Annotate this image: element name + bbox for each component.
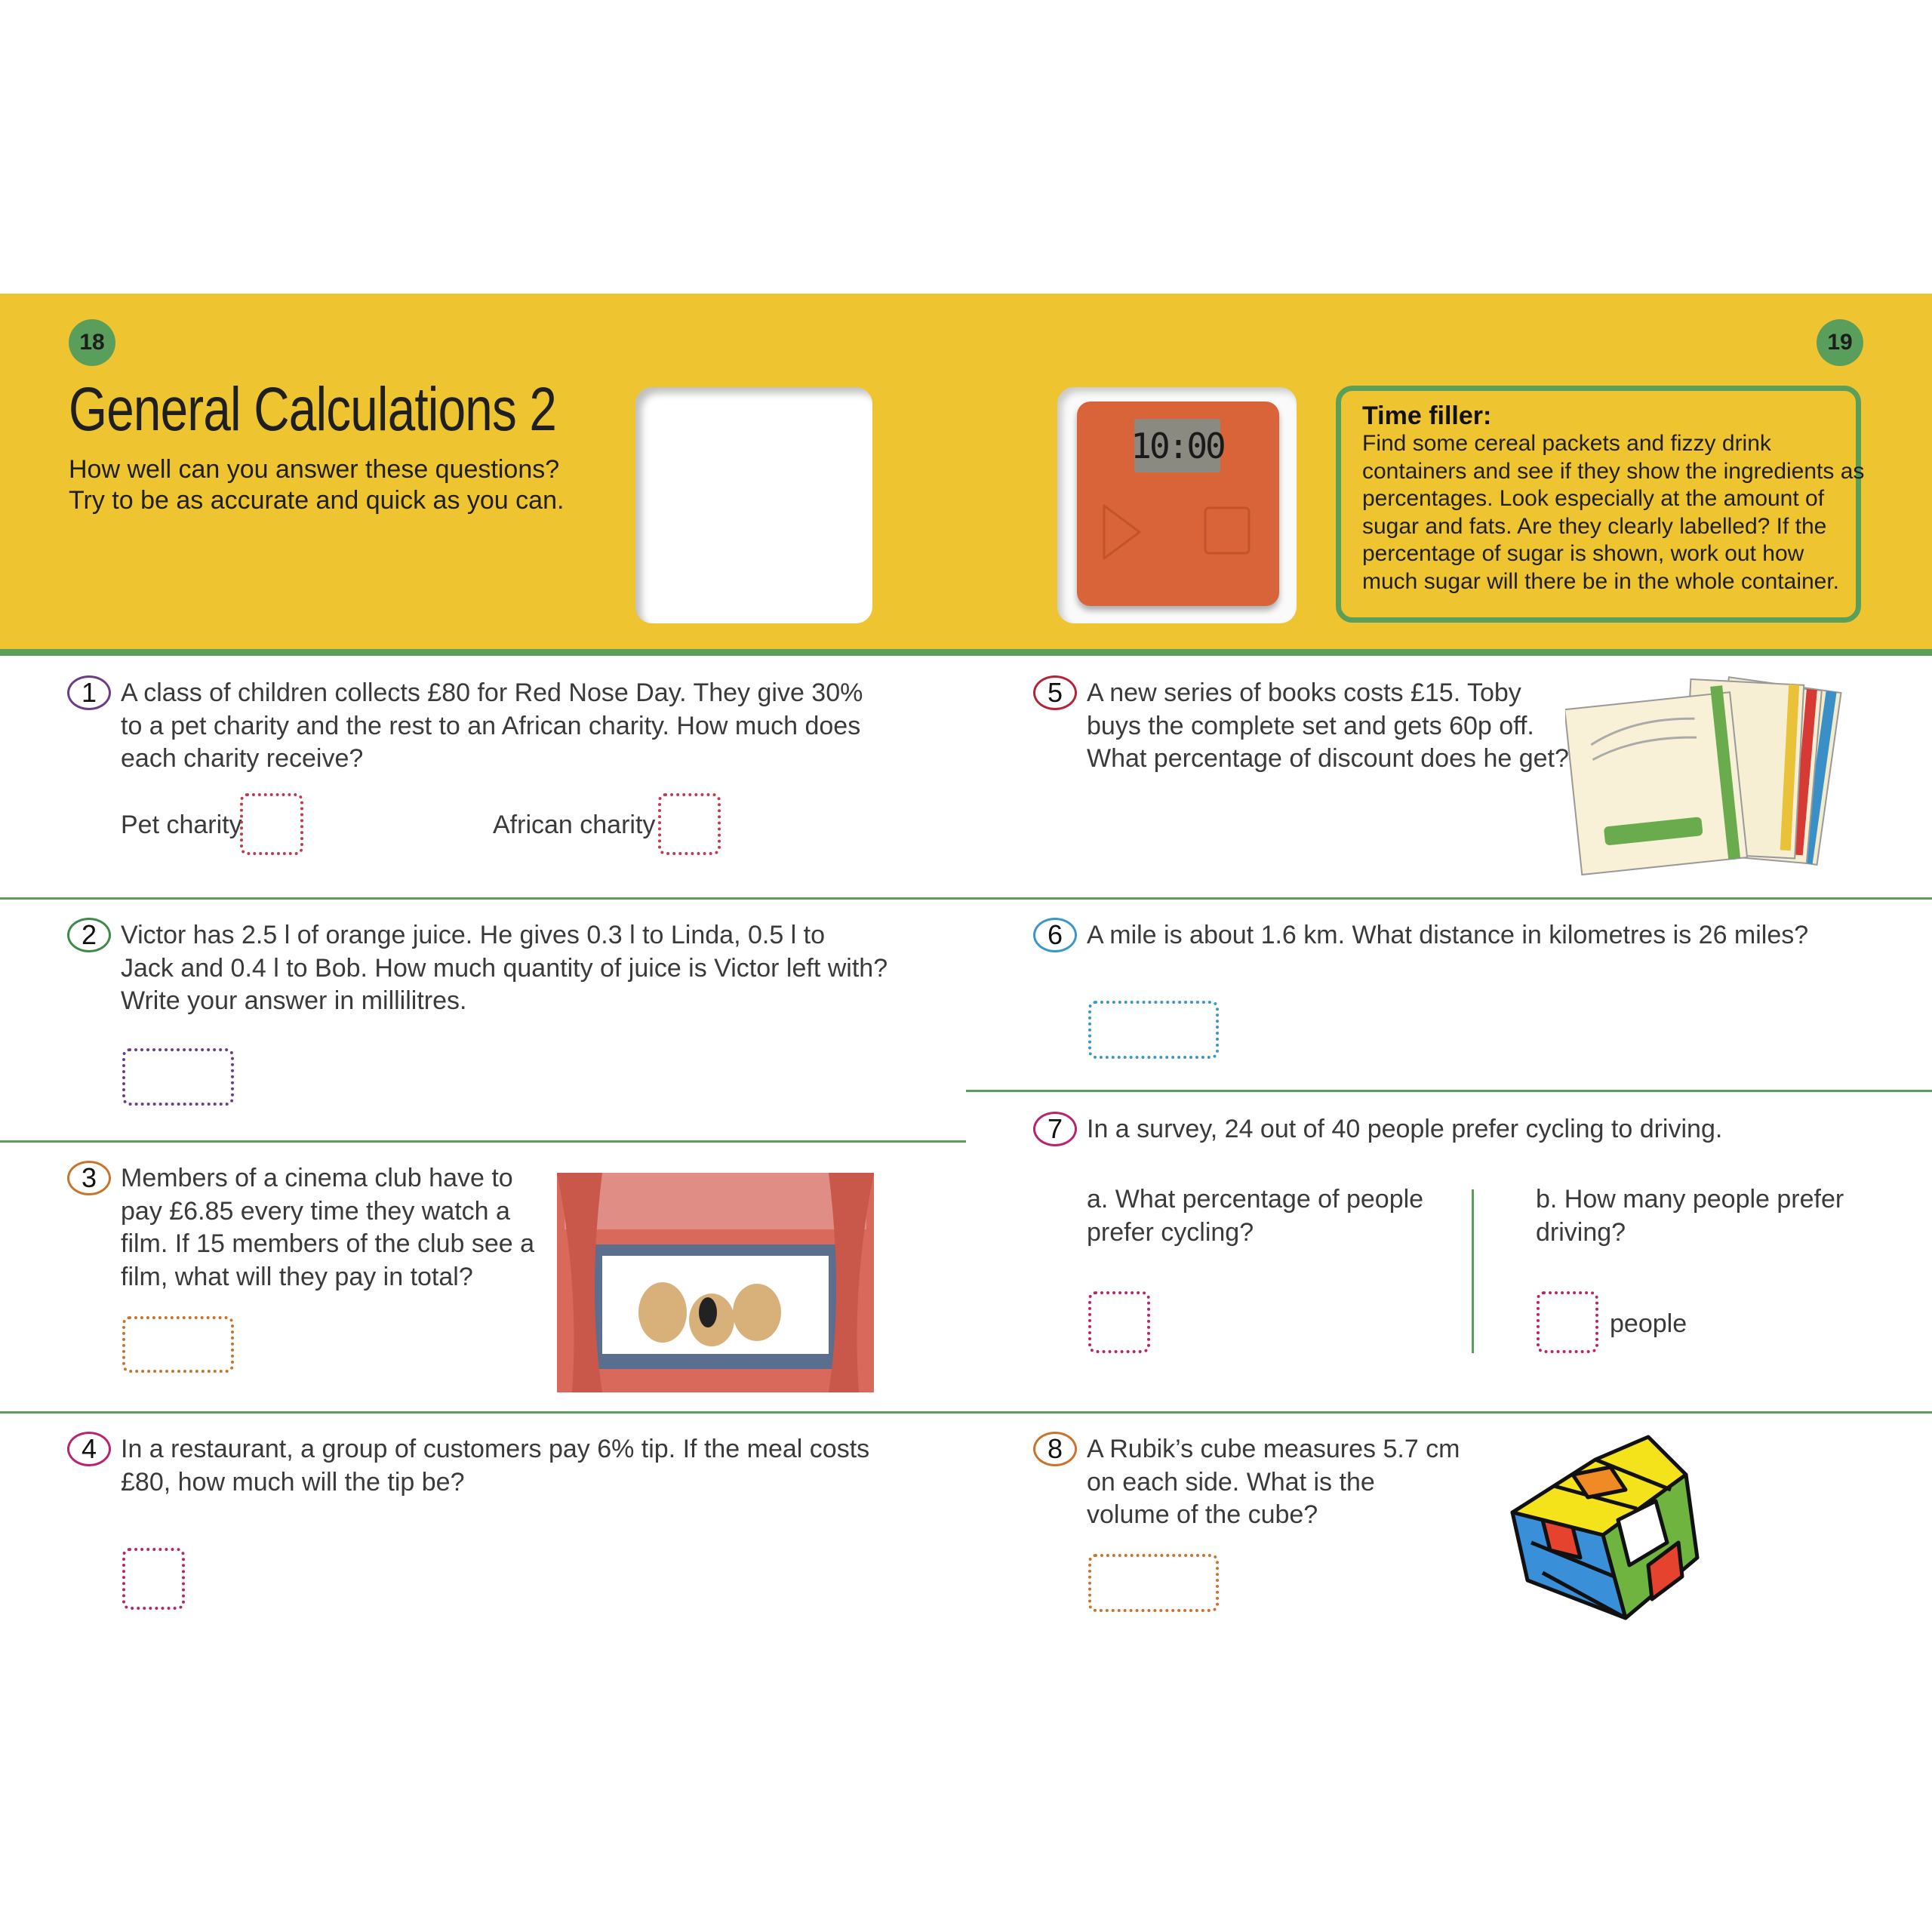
question-text	[1087, 677, 1569, 776]
question-number: 4	[67, 1432, 111, 1466]
image-cutout	[635, 387, 872, 623]
question-line: to a pet charity and the rest to an African charity. How much does	[121, 711, 861, 740]
timer-display: 10:00	[1134, 419, 1220, 472]
question-text	[121, 1433, 869, 1499]
african-charity-label: African charity	[493, 811, 656, 839]
question-line: a. What percentage of people	[1087, 1185, 1424, 1214]
divider	[0, 897, 1932, 900]
question-text	[121, 1162, 534, 1294]
divider	[0, 1411, 1932, 1414]
question-line: driving?	[1536, 1217, 1626, 1247]
cinema-theatre-illustration	[557, 1173, 874, 1392]
question-number: 2	[67, 918, 111, 952]
question-line: What percentage of discount does he get?	[1087, 744, 1569, 773]
question-number: 8	[1033, 1432, 1077, 1466]
question-line: volume of the cube?	[1087, 1500, 1318, 1529]
subtitle-line: How well can you answer these questions?	[69, 455, 560, 484]
answer-box-a[interactable]	[1088, 1291, 1150, 1353]
time-filler-line: much sugar will there be in the whole container.	[1362, 568, 1840, 594]
question-line: A mile is about 1.6 km. What distance in kilometres is 26 miles?	[1087, 921, 1809, 949]
question-line: A new series of books costs £15. Toby	[1087, 678, 1521, 707]
timer-buttons-icon	[1098, 502, 1264, 570]
subtitle-line: Try to be as accurate and quick as you can.	[69, 486, 565, 515]
question-number: 6	[1033, 918, 1077, 952]
question-number: 5	[1033, 675, 1077, 710]
question-text	[121, 919, 888, 1018]
question-number: 3	[67, 1161, 111, 1195]
question-line: b. How many people prefer	[1536, 1185, 1844, 1214]
time-filler-line: containers and see if they show the ingredients as	[1362, 458, 1865, 484]
divider	[966, 1090, 1932, 1092]
divider-vertical	[1472, 1189, 1474, 1353]
question-line: each charity receive?	[121, 744, 364, 773]
pet-charity-label: Pet charity	[121, 811, 242, 839]
question-text	[1087, 1113, 1722, 1146]
question-line: Victor has 2.5 l of orange juice. He gives 0.3 l to Linda, 0.5 l to	[121, 921, 826, 949]
question-line: £80, how much will the tip be?	[121, 1467, 465, 1497]
question-number: 1	[67, 675, 111, 710]
african-charity-answer-box[interactable]	[658, 793, 721, 855]
time-filler-box	[1336, 386, 1865, 623]
unit-label: people	[1610, 1309, 1687, 1338]
question-line: film. If 15 members of the club see a	[121, 1229, 535, 1258]
answer-box[interactable]	[122, 1048, 234, 1106]
question-line: buys the complete set and gets 60p off.	[1087, 711, 1534, 740]
question-text	[1087, 1433, 1460, 1532]
question-line: film, what will they pay in total?	[121, 1262, 473, 1291]
time-filler-line: sugar and fats. Are they clearly labelled? If the	[1362, 513, 1827, 539]
answer-box-b[interactable]	[1537, 1291, 1598, 1353]
question-line: In a survey, 24 out of 40 people prefer cycling to driving.	[1087, 1115, 1723, 1143]
question-part-b	[1536, 1183, 1844, 1249]
header-divider	[0, 649, 1932, 656]
time-filler-line: percentages. Look especially at the amount of	[1362, 486, 1825, 512]
pet-charity-answer-box[interactable]	[240, 793, 303, 855]
answer-box[interactable]	[122, 1316, 234, 1373]
question-text	[1087, 919, 1808, 952]
question-text	[121, 677, 863, 776]
question-part-a	[1087, 1183, 1423, 1249]
books-illustration	[1565, 675, 1855, 878]
question-line: Members of a cinema club have to	[121, 1164, 513, 1192]
question-number: 7	[1033, 1112, 1077, 1146]
question-line: on each side. What is the	[1087, 1467, 1375, 1497]
question-line: In a restaurant, a group of customers pay 6% tip. If the meal costs	[121, 1435, 870, 1463]
time-filler-line: Find some cereal packets and fizzy drink	[1362, 431, 1771, 456]
question-line: Jack and 0.4 l to Bob. How much quantity of juice is Victor left with?	[121, 953, 888, 983]
page-number-left: 18	[69, 319, 115, 366]
answer-box[interactable]	[1088, 1554, 1219, 1612]
time-filler-line: percentage of sugar is shown, work out how	[1362, 541, 1804, 567]
rubiks-cube-illustration	[1497, 1429, 1701, 1624]
answer-box[interactable]	[1088, 1001, 1219, 1059]
question-line: Write your answer in millilitres.	[121, 986, 467, 1015]
question-line: prefer cycling?	[1087, 1217, 1254, 1247]
answer-box[interactable]	[122, 1548, 185, 1610]
question-line: A class of children collects £80 for Red Nose Day. They give 30%	[121, 678, 863, 707]
time-filler-title: Time filler:	[1362, 401, 1492, 430]
question-line: A Rubik’s cube measures 5.7 cm	[1087, 1435, 1460, 1463]
divider	[0, 1140, 966, 1143]
page-number-right: 19	[1817, 319, 1863, 366]
question-line: pay £6.85 every time they watch a	[121, 1196, 510, 1226]
page-title: General Calculations 2	[69, 375, 557, 444]
